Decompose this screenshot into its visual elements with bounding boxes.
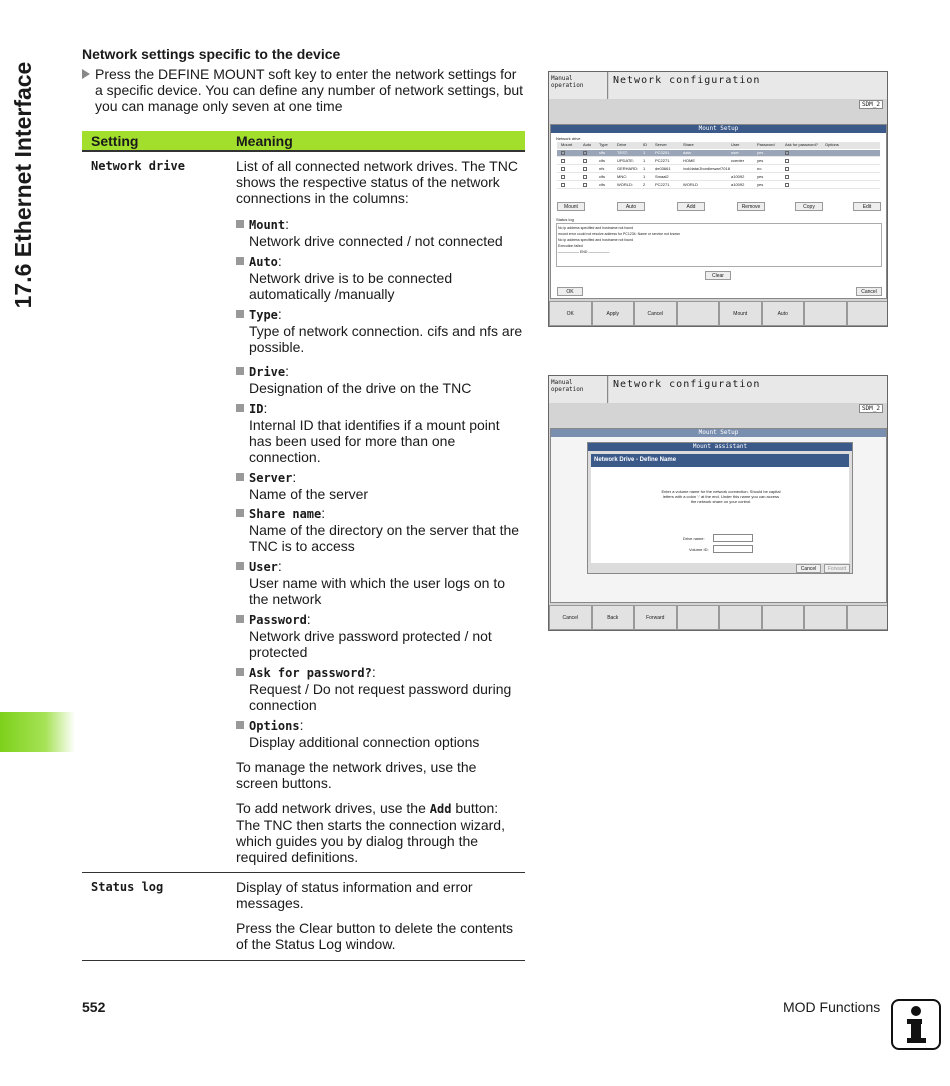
group-label: Network drive bbox=[556, 136, 581, 141]
screen-title: Network configuration bbox=[609, 376, 887, 403]
square-bullet-icon bbox=[236, 473, 244, 481]
square-bullet-icon bbox=[236, 367, 244, 375]
mount-assistant-dialog bbox=[587, 442, 853, 574]
checkbox[interactable] bbox=[561, 183, 565, 187]
column-header: Drive bbox=[617, 142, 627, 147]
checkbox[interactable] bbox=[561, 167, 565, 171]
table-cell: cifs bbox=[599, 158, 605, 163]
intro-text: Press the DEFINE MOUNT soft key to enter the network settings for a specific device. You can define any number of network settings, but you can manage only seven at one time bbox=[95, 66, 524, 114]
column-header: Share bbox=[683, 142, 694, 147]
column-description: Network drive connected / not connected bbox=[249, 233, 503, 249]
log-line: —————— END —————— bbox=[558, 250, 610, 254]
chapter-title: 17.6 Ethernet Interface bbox=[10, 61, 36, 309]
table-row[interactable] bbox=[557, 182, 880, 189]
softkey[interactable]: Auto bbox=[762, 301, 805, 326]
checkbox[interactable] bbox=[583, 151, 587, 155]
info-icon bbox=[891, 999, 941, 1050]
checkbox[interactable] bbox=[583, 159, 587, 163]
table-cell: yes bbox=[757, 182, 764, 187]
drive-name-input[interactable] bbox=[713, 534, 753, 542]
table-cell: yes bbox=[757, 150, 764, 155]
log-line: No ip address specified and hostname not found bbox=[558, 226, 634, 230]
screenshot-mount-setup bbox=[548, 71, 888, 327]
table-cell: Smaal2 bbox=[655, 174, 669, 179]
checkbox[interactable] bbox=[785, 159, 789, 163]
status-log-clear-text: Press the Clear button to delete the contents of the Status Log window. bbox=[236, 920, 514, 952]
column-header: ID bbox=[643, 142, 647, 147]
window-title: Mount Setup bbox=[551, 125, 886, 133]
square-bullet-icon bbox=[236, 615, 244, 623]
column-description: Name of the directory on the server that the TNC is to access bbox=[249, 522, 520, 554]
table-cell: data bbox=[683, 150, 691, 155]
softkey[interactable]: Back bbox=[592, 605, 635, 630]
add-text bbox=[236, 800, 521, 865]
cancel-button[interactable]: Cancel bbox=[856, 287, 882, 296]
square-bullet-icon bbox=[236, 220, 244, 228]
softkey[interactable]: Cancel bbox=[634, 301, 677, 326]
column-item: Type: Type of network connection. cifs and nfs are possible. bbox=[236, 306, 526, 355]
square-bullet-icon bbox=[236, 257, 244, 265]
column-term: Options bbox=[249, 719, 300, 733]
status-log-meaning: Display of status information and error messages. bbox=[236, 879, 473, 911]
table-cell: PC3251 bbox=[655, 150, 670, 155]
column-header: Password bbox=[757, 142, 775, 147]
add-button-term: Add bbox=[429, 802, 452, 816]
dialog-forward-button[interactable]: Forward bbox=[824, 564, 850, 573]
column-item: Password: Network drive password protected / not protected bbox=[236, 611, 526, 660]
table-cell: UPDATE: bbox=[617, 158, 635, 163]
section-heading: Network settings specific to the device bbox=[82, 46, 341, 62]
log-line: Execution failed bbox=[558, 244, 583, 248]
table-cell: 1 bbox=[643, 150, 646, 155]
drive-table bbox=[551, 142, 886, 190]
row-divider bbox=[82, 872, 525, 873]
checkbox[interactable] bbox=[561, 159, 565, 163]
column-description: Network drive is to be connected automatically /manually bbox=[249, 270, 453, 302]
action-button[interactable]: Remove bbox=[737, 202, 765, 211]
volume-id-input[interactable] bbox=[713, 545, 753, 553]
softkey[interactable] bbox=[804, 605, 847, 630]
add-text-post: button: The TNC then starts the connection wizard, which guides you by dialog through the required definitions. bbox=[236, 800, 505, 865]
log-line: mount error could not resolve address for PC1234: Name or service not known bbox=[558, 232, 680, 236]
chapter-tab-marker bbox=[0, 712, 75, 752]
column-header: User bbox=[731, 142, 740, 147]
ok-button[interactable]: OK bbox=[557, 287, 583, 296]
action-button[interactable]: Mount bbox=[557, 202, 585, 211]
dialog-heading: Network Drive - Define Name bbox=[591, 454, 849, 467]
table-bottom-rule bbox=[82, 960, 525, 961]
column-item: Share name: Name of the directory on the server that the TNC is to access bbox=[236, 505, 526, 554]
softkey[interactable] bbox=[677, 301, 720, 326]
softkey[interactable] bbox=[677, 605, 720, 630]
softkey[interactable]: Forward bbox=[634, 605, 677, 630]
column-term: User bbox=[249, 560, 278, 574]
status-log-box bbox=[556, 223, 882, 267]
column-description: Type of network connection. cifs and nfs are possible. bbox=[249, 323, 523, 355]
column-term: Auto bbox=[249, 255, 278, 269]
network-drive-meaning: List of all connected network drives. The TNC shows the respective status of the network connections in the columns: bbox=[236, 158, 518, 206]
log-line: No ip address specified and hostname not found bbox=[558, 238, 634, 242]
table-header-row bbox=[557, 142, 880, 149]
square-bullet-icon bbox=[236, 721, 244, 729]
table-cell: 1 bbox=[643, 174, 646, 179]
column-term: ID bbox=[249, 402, 264, 416]
checkbox[interactable] bbox=[785, 175, 789, 179]
column-header: Server bbox=[655, 142, 667, 147]
softkey[interactable]: Cancel bbox=[549, 605, 592, 630]
dialog-title: Mount assistant bbox=[588, 443, 852, 451]
screenshot-mount-assistant bbox=[548, 375, 888, 631]
table-cell: MNC: bbox=[617, 174, 628, 179]
table-cell: 2 bbox=[643, 182, 646, 187]
table-cell: yes bbox=[757, 174, 764, 179]
column-term: Ask for password? bbox=[249, 666, 372, 680]
column-term: Mount bbox=[249, 218, 286, 232]
table-cell: ccenter bbox=[731, 158, 745, 163]
table-cell: PC2271 bbox=[655, 158, 670, 163]
table-cell: nfs bbox=[599, 166, 605, 171]
table-row[interactable] bbox=[557, 166, 880, 173]
column-item: Mount: Network drive connected / not connected bbox=[236, 216, 526, 249]
action-button[interactable]: Auto bbox=[617, 202, 645, 211]
sdm-label: SDM_2 bbox=[859, 404, 883, 413]
column-term: Type bbox=[249, 308, 278, 322]
action-button[interactable]: Add bbox=[677, 202, 705, 211]
checkbox[interactable] bbox=[583, 183, 587, 187]
table-cell: de03661 bbox=[655, 166, 671, 171]
table-cell: 1 bbox=[643, 166, 646, 171]
column-item: Drive: Designation of the drive on the TNC bbox=[236, 363, 526, 396]
checkbox[interactable] bbox=[561, 175, 565, 179]
column-description: Internal ID that identifies if a mount point has been used for more than one connection. bbox=[249, 417, 500, 465]
table-cell: TEST: bbox=[617, 150, 628, 155]
checkbox[interactable] bbox=[785, 167, 789, 171]
intro-paragraph bbox=[82, 66, 527, 114]
column-header: Options bbox=[825, 142, 839, 147]
column-term: Drive bbox=[249, 365, 286, 379]
softkey[interactable] bbox=[847, 301, 889, 326]
column-header: Ask for password? bbox=[785, 142, 818, 147]
setting-network-drive: Network drive bbox=[91, 159, 185, 173]
table-cell: /vol/data/Jhordimwar/7018 bbox=[683, 166, 730, 171]
col-setting-header: Setting bbox=[91, 133, 139, 149]
table-header bbox=[82, 131, 525, 152]
table-cell: no bbox=[757, 166, 762, 171]
table-row[interactable] bbox=[557, 158, 880, 165]
table-cell: cifs bbox=[599, 150, 605, 155]
square-bullet-icon bbox=[236, 562, 244, 570]
volume-id-label: Volume ID: bbox=[689, 547, 709, 552]
table-row[interactable] bbox=[557, 174, 880, 181]
table-cell: GERHARD: bbox=[617, 166, 639, 171]
bg-window-title: Mount Setup bbox=[551, 429, 886, 437]
mount-setup-window bbox=[550, 124, 887, 299]
dialog-body bbox=[591, 467, 849, 563]
column-description: Network drive password protected / not protected bbox=[249, 628, 492, 660]
column-header: Type bbox=[599, 142, 608, 147]
mode-indicator: Manual operation bbox=[549, 72, 608, 99]
column-header: Mount bbox=[561, 142, 573, 147]
square-bullet-icon bbox=[236, 509, 244, 517]
column-term: Share name bbox=[249, 507, 322, 521]
square-bullet-icon bbox=[236, 310, 244, 318]
manage-text: To manage the network drives, use the screen buttons. bbox=[236, 759, 477, 791]
column-term: Server bbox=[249, 471, 293, 485]
table-cell: cifs bbox=[599, 182, 605, 187]
screen-title: Network configuration bbox=[609, 72, 887, 99]
softkey[interactable]: OK bbox=[549, 301, 592, 326]
setting-status-log: Status log bbox=[91, 880, 164, 894]
softkey[interactable]: Mount bbox=[719, 301, 762, 326]
page-number: 552 bbox=[82, 999, 106, 1015]
table-row[interactable] bbox=[557, 150, 880, 157]
column-item: ID: Internal ID that identifies if a mount point has been used for more than one connection. bbox=[236, 400, 526, 465]
column-description: Display additional connection options bbox=[249, 734, 480, 750]
checkbox[interactable] bbox=[561, 151, 565, 155]
checkbox[interactable] bbox=[583, 167, 587, 171]
column-description: Request / Do not request password during connection bbox=[249, 681, 512, 713]
table-cell: 1 bbox=[643, 158, 646, 163]
drive-name-label: Drive name: bbox=[683, 536, 705, 541]
sdm-label: SDM_2 bbox=[859, 100, 883, 109]
log-label: Status log bbox=[556, 217, 574, 222]
checkbox[interactable] bbox=[785, 183, 789, 187]
clear-button[interactable]: Clear bbox=[705, 271, 731, 280]
softkey[interactable] bbox=[804, 301, 847, 326]
action-button[interactable]: Copy bbox=[795, 202, 823, 211]
table-cell: PC2271 bbox=[655, 182, 670, 187]
column-item: Options: Display additional connection options bbox=[236, 717, 526, 750]
column-header: Auto bbox=[583, 142, 592, 147]
checkbox[interactable] bbox=[785, 151, 789, 155]
column-term: Password bbox=[249, 613, 307, 627]
square-bullet-icon bbox=[236, 668, 244, 676]
column-item: Auto: Network drive is to be connected automatically /manually bbox=[236, 253, 526, 302]
dialog-text: Enter a volume name for the network connection. Should be capital letters with a colon ':' at the end. Under this name you can access the network share on your control. bbox=[661, 489, 781, 504]
table-cell: a10092 bbox=[731, 174, 745, 179]
softkey[interactable] bbox=[847, 605, 889, 630]
table-cell: user bbox=[731, 150, 739, 155]
column-item: User: User name with which the user logs on to the network bbox=[236, 558, 526, 607]
table-cell: yes bbox=[757, 158, 764, 163]
add-text-pre: To add network drives, use the bbox=[236, 800, 430, 816]
column-description: User name with which the user logs on to the network bbox=[249, 575, 506, 607]
arrow-bullet-icon bbox=[82, 69, 90, 79]
column-item: Server: Name of the server bbox=[236, 469, 526, 502]
table-cell: WORLD: bbox=[617, 182, 633, 187]
column-description: Name of the server bbox=[249, 486, 369, 502]
column-item: Ask for password?: Request / Do not request password during connection bbox=[236, 664, 526, 713]
checkbox[interactable] bbox=[583, 175, 587, 179]
softkey[interactable]: Apply bbox=[592, 301, 635, 326]
table-cell: HOME bbox=[683, 158, 695, 163]
table-cell: cifs bbox=[599, 174, 605, 179]
table-cell: WORLD bbox=[683, 182, 698, 187]
column-description: Designation of the drive on the TNC bbox=[249, 380, 472, 396]
table-cell: a10092 bbox=[731, 182, 745, 187]
mode-indicator: Manual operation bbox=[549, 376, 608, 403]
footer-section: MOD Functions bbox=[783, 999, 881, 1015]
action-button[interactable]: Edit bbox=[853, 202, 881, 211]
col-meaning-header: Meaning bbox=[236, 133, 293, 149]
softkey[interactable] bbox=[719, 605, 762, 630]
square-bullet-icon bbox=[236, 404, 244, 412]
dialog-cancel-button[interactable]: Cancel bbox=[796, 564, 821, 573]
softkey[interactable] bbox=[762, 605, 805, 630]
